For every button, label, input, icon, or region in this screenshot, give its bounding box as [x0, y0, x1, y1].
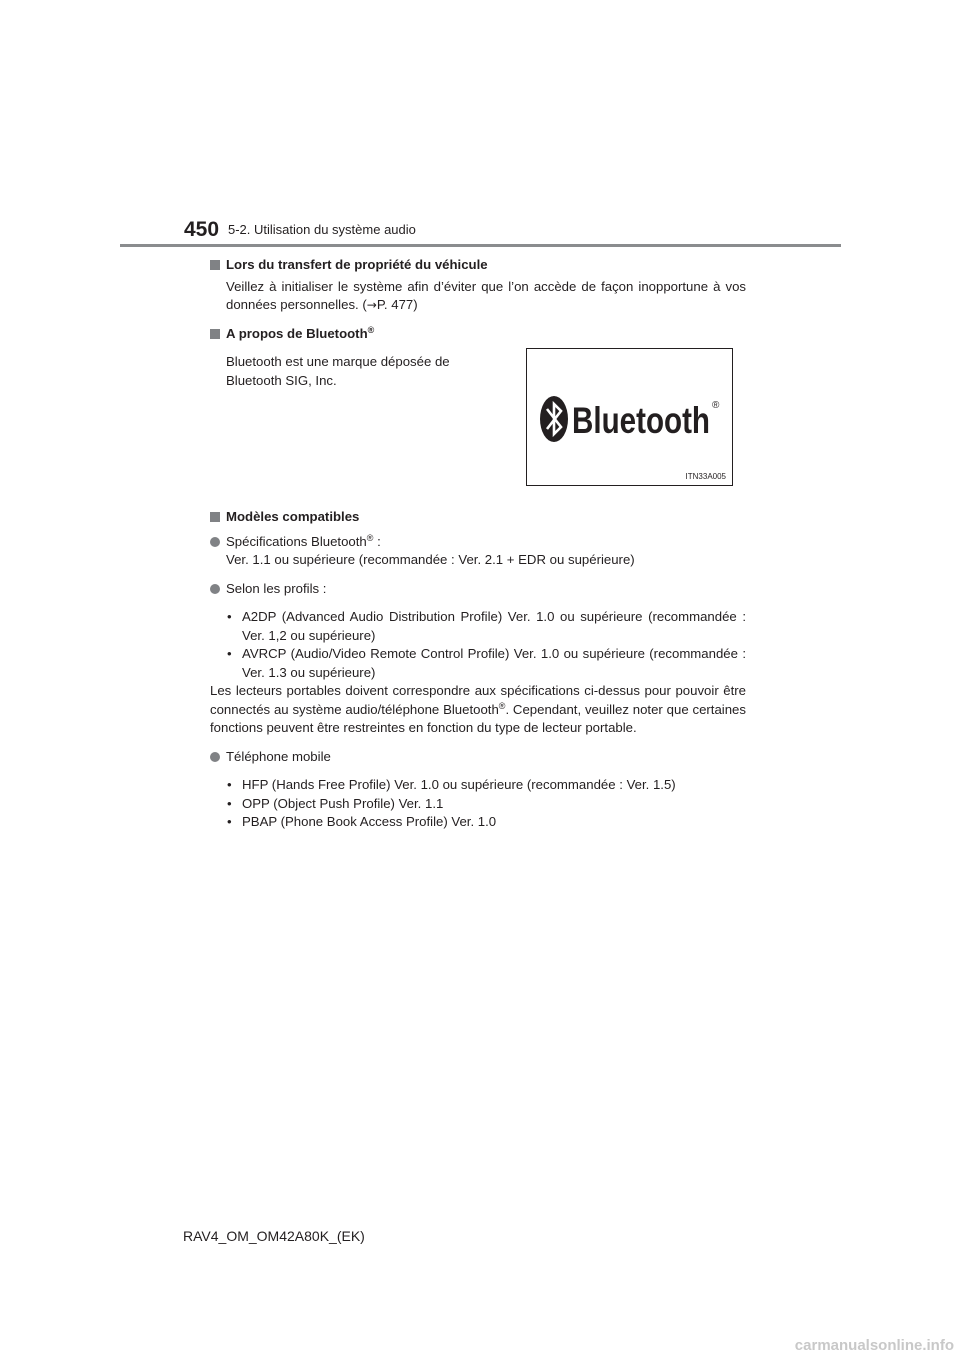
round-bullet-icon — [210, 537, 220, 547]
header-divider — [120, 244, 841, 247]
dot-marker-icon: • — [227, 646, 232, 661]
page-content — [210, 256, 746, 832]
profile-text: AVRCP (Audio/Video Remote Control Profile) Ver. 1.0 ou supérieure (recommandée : Ver. 1.3 ou supérieure) — [242, 646, 746, 680]
profile-text: A2DP (Advanced Audio Distribution Profile) Ver. 1.0 ou supérieure (recommandée : Ver. 1,2 ou supérieure) — [242, 609, 746, 643]
heading-text: Modèles compatibles — [226, 509, 360, 524]
heading-compatible-models — [210, 508, 746, 527]
dot-marker-icon: • — [227, 609, 232, 624]
phone-profile-text: PBAP (Phone Book Access Profile) Ver. 1.0 — [242, 814, 497, 829]
note-text: Les lecteurs portables doivent correspondre aux spécifications ci-dessus pour pouvoir être connectés au système audio/téléphone Bluetooth — [210, 683, 746, 717]
bluetooth-trademark-text: Bluetooth est une marque déposée de Bluetooth SIG, Inc. — [226, 354, 450, 388]
note-text-end: . Cependant, veuillez noter que certaines fonctions peuvent être restreintes en fonction du type de lecteur portable. — [210, 701, 746, 735]
heading-ownership-transfer — [210, 256, 746, 275]
bullet-bluetooth-spec — [210, 533, 746, 570]
page-number: 450 — [184, 218, 220, 241]
document-id: RAV4_OM_OM42A80K_(EK) — [183, 1228, 365, 1244]
watermark: carmanualsonline.info — [794, 1337, 954, 1354]
registered-mark: ® — [498, 700, 506, 711]
square-bullet-icon — [210, 260, 220, 270]
bluetooth-logo-figure — [526, 348, 733, 486]
reference-arrow-icon: → — [366, 298, 377, 312]
bullet-profiles — [210, 580, 746, 599]
profile-item — [210, 608, 746, 645]
registered-mark: ® — [367, 324, 375, 335]
square-bullet-icon — [210, 512, 220, 522]
logo-registered-mark: ® — [712, 400, 720, 411]
spec-label: Spécifications Bluetooth — [226, 533, 367, 549]
profile-item — [210, 645, 746, 682]
transfer-text: Veillez à initialiser le système afin d’éviter que l’on accède de façon inopportune à vos données personnelles. ( — [226, 278, 746, 312]
dot-marker-icon: • — [227, 814, 232, 829]
section-title: 5-2. Utilisation du système audio — [228, 222, 416, 237]
phone-profile-text: OPP (Object Push Profile) Ver. 1.1 — [242, 795, 444, 811]
ownership-transfer-text — [210, 278, 746, 315]
registered-mark: ® — [366, 532, 374, 543]
phone-profile-item — [210, 813, 746, 832]
phone-profile-item — [210, 795, 746, 814]
phone-profile-text: HFP (Hands Free Profile) Ver. 1.0 ou supérieure (recommandée : Ver. 1.5) — [242, 777, 676, 792]
heading-about-bluetooth — [210, 325, 746, 344]
dot-marker-icon: • — [227, 795, 232, 811]
heading-text: A propos de Bluetooth — [226, 325, 368, 341]
spec-label-suffix: : — [373, 533, 381, 549]
bullet-mobile-phone — [210, 748, 746, 767]
portable-players-note — [210, 682, 746, 738]
figure-code: ITN33A005 — [685, 472, 726, 481]
square-bullet-icon — [210, 329, 220, 339]
logo-wordmark: Bluetooth — [572, 400, 710, 441]
phone-profile-item — [210, 776, 746, 795]
round-bullet-icon — [210, 584, 220, 594]
spec-version-text: Ver. 1.1 ou supérieure (recommandée : Ver. 2.1 + EDR ou supérieure) — [226, 552, 635, 567]
page-reference-link[interactable]: P. 477 — [376, 297, 414, 312]
dot-marker-icon: • — [227, 777, 232, 792]
transfer-text-end: ) — [413, 297, 418, 312]
heading-text: Lors du transfert de propriété du véhicule — [226, 257, 488, 272]
phone-label: Téléphone mobile — [226, 748, 331, 764]
profiles-label: Selon les profils : — [226, 580, 327, 596]
round-bullet-icon — [210, 752, 220, 762]
bluetooth-logo-icon — [539, 393, 721, 445]
